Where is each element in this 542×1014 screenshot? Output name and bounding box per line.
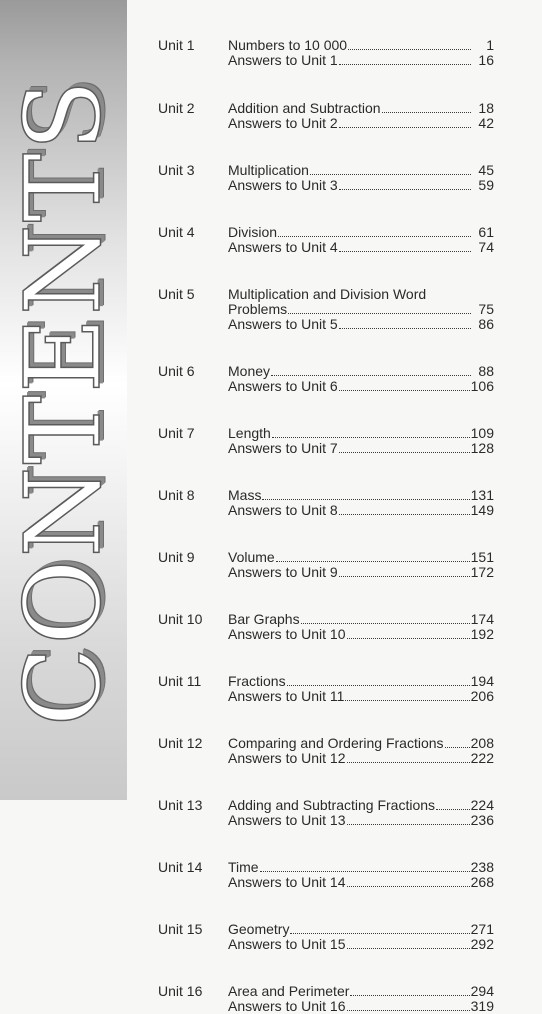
- entry-page-number: 128: [470, 440, 494, 456]
- toc-entry: [228, 736, 494, 751]
- entry-page-number: 238: [470, 859, 494, 875]
- toc-entry: [228, 317, 494, 332]
- dot-leader: [271, 364, 471, 376]
- unit-label: Unit 13: [158, 797, 203, 813]
- toc-entry: [228, 860, 494, 875]
- toc-entry: [228, 163, 494, 178]
- toc-entry: [228, 751, 494, 766]
- dot-leader: [347, 937, 470, 949]
- entry-title: Answers to Unit 16: [228, 998, 346, 1014]
- entry-page-number: 45: [478, 162, 494, 178]
- entry-page-number: 42: [478, 115, 494, 131]
- toc-entry: [228, 379, 494, 394]
- unit-label: Unit 14: [158, 859, 203, 875]
- toc-unit: [158, 426, 494, 456]
- entry-page-number: 131: [470, 487, 494, 503]
- toc-entry: [228, 53, 494, 68]
- entry-title: Answers to Unit 11: [228, 688, 345, 704]
- toc-unit: [158, 860, 494, 890]
- toc-unit: [158, 612, 494, 642]
- entry-page-number: 208: [470, 735, 494, 751]
- entry-page-number: 294: [470, 983, 494, 999]
- table-of-contents: [158, 38, 494, 1014]
- toc-unit: [158, 364, 494, 394]
- toc-unit: [158, 488, 494, 518]
- unit-entries: [228, 798, 494, 828]
- entry-title: Volume: [228, 549, 275, 565]
- entry-title: Answers to Unit 3: [228, 177, 338, 193]
- dot-leader: [347, 813, 470, 825]
- toc-unit: [158, 798, 494, 828]
- dot-leader: [350, 984, 469, 996]
- dot-leader: [348, 38, 471, 50]
- dot-leader: [260, 860, 470, 872]
- toc-entry: [228, 488, 494, 503]
- toc-entry: [228, 550, 494, 565]
- toc-unit: [158, 225, 494, 255]
- unit-entries: [228, 922, 494, 952]
- dot-leader: [339, 441, 470, 453]
- entry-title: Answers to Unit 9: [228, 564, 338, 580]
- entry-page-number: 16: [478, 52, 494, 68]
- dot-leader: [278, 225, 471, 237]
- entry-title: Problems: [228, 301, 288, 317]
- unit-label: Unit 9: [158, 549, 195, 565]
- toc-entry: [228, 38, 494, 53]
- entry-title: Answers to Unit 1: [228, 52, 338, 68]
- entry-page-number: 18: [478, 100, 494, 116]
- toc-entry: [228, 984, 494, 999]
- toc-entry: [228, 101, 494, 116]
- toc-entry: [228, 813, 494, 828]
- entry-page-number: 319: [470, 998, 494, 1014]
- entry-title: Multiplication and Division Word: [228, 286, 427, 302]
- entry-page-number: 1: [486, 37, 494, 53]
- dot-leader: [345, 689, 469, 701]
- entry-page-number: 206: [470, 688, 494, 704]
- toc-entry: [228, 565, 494, 580]
- entry-title: Answers to Unit 2: [228, 115, 338, 131]
- entry-page-number: 109: [470, 425, 494, 441]
- dot-leader: [310, 163, 471, 175]
- entry-title: Bar Graphs: [228, 611, 300, 627]
- toc-unit: [158, 984, 494, 1014]
- toc-unit: [158, 550, 494, 580]
- unit-entries: [228, 860, 494, 890]
- entry-title: Comparing and Ordering Fractions: [228, 735, 444, 751]
- dot-leader: [339, 503, 470, 515]
- toc-unit: [158, 287, 494, 332]
- entry-title: Numbers to 10 000: [228, 37, 348, 53]
- entry-page-number: 268: [470, 874, 494, 890]
- dot-leader: [445, 736, 470, 748]
- unit-entries: [228, 38, 494, 68]
- unit-entries: [228, 225, 494, 255]
- dot-leader: [347, 627, 470, 639]
- toc-unit: [158, 38, 494, 68]
- entry-page-number: 222: [470, 750, 494, 766]
- toc-entry: [228, 178, 494, 193]
- toc-unit: [158, 101, 494, 131]
- unit-entries: [228, 612, 494, 642]
- entry-page-number: 74: [478, 239, 494, 255]
- entry-page-number: 292: [470, 936, 494, 952]
- entry-page-number: 172: [470, 564, 494, 580]
- entry-title: Money: [228, 363, 271, 379]
- unit-entries: [228, 287, 494, 332]
- unit-entries: [228, 426, 494, 456]
- toc-entry: [228, 999, 494, 1014]
- entry-title: Answers to Unit 4: [228, 239, 338, 255]
- unit-entries: [228, 550, 494, 580]
- entry-page-number: 75: [478, 301, 494, 317]
- toc-entry: [228, 875, 494, 890]
- toc-unit: [158, 736, 494, 766]
- toc-entry: [228, 302, 494, 317]
- entry-page-number: 224: [470, 797, 494, 813]
- dot-leader: [288, 302, 471, 314]
- entry-page-number: 194: [470, 673, 494, 689]
- toc-entry: [228, 612, 494, 627]
- unit-label: Unit 8: [158, 487, 195, 503]
- toc-entry: [228, 937, 494, 952]
- entry-title: Fractions: [228, 673, 286, 689]
- toc-entry: [228, 287, 494, 302]
- toc-entry: [228, 225, 494, 240]
- unit-label: Unit 10: [158, 611, 203, 627]
- toc-unit: [158, 922, 494, 952]
- entry-title: Adding and Subtracting Fractions: [228, 797, 436, 813]
- dot-leader: [287, 674, 470, 686]
- entry-title: Answers to Unit 8: [228, 502, 338, 518]
- unit-entries: [228, 488, 494, 518]
- entry-page-number: 151: [470, 549, 494, 565]
- entry-title: Multiplication: [228, 162, 309, 178]
- entry-title: Area and Perimeter: [228, 983, 350, 999]
- toc-entry: [228, 426, 494, 441]
- dot-leader: [339, 178, 471, 190]
- toc-entry: [228, 689, 494, 704]
- unit-label: Unit 4: [158, 224, 195, 240]
- toc-entry: [228, 922, 494, 937]
- toc-entry: [228, 798, 494, 813]
- dot-leader: [347, 875, 470, 887]
- toc-unit: [158, 674, 494, 704]
- unit-label: Unit 16: [158, 983, 203, 999]
- toc-entry: [228, 116, 494, 131]
- unit-entries: [228, 101, 494, 131]
- dot-leader: [301, 612, 470, 624]
- dot-leader: [339, 53, 471, 65]
- unit-entries: [228, 163, 494, 193]
- entry-page-number: 88: [478, 363, 494, 379]
- entry-title: Answers to Unit 7: [228, 440, 338, 456]
- unit-entries: [228, 364, 494, 394]
- unit-label: Unit 3: [158, 162, 195, 178]
- toc-entry: [228, 503, 494, 518]
- entry-page-number: 61: [478, 224, 494, 240]
- unit-label: Unit 15: [158, 921, 203, 937]
- entry-title: Answers to Unit 10: [228, 626, 346, 642]
- entry-title: Answers to Unit 6: [228, 378, 338, 394]
- unit-label: Unit 7: [158, 425, 195, 441]
- toc-entry: [228, 627, 494, 642]
- unit-label: Unit 1: [158, 37, 195, 53]
- unit-entries: [228, 736, 494, 766]
- unit-label: Unit 2: [158, 100, 195, 116]
- dot-leader: [339, 116, 471, 128]
- dot-leader: [382, 101, 471, 113]
- entry-title: Answers to Unit 15: [228, 936, 346, 952]
- entry-page-number: 174: [470, 611, 494, 627]
- dot-leader: [276, 550, 470, 562]
- entry-page-number: 271: [470, 921, 494, 937]
- toc-entry: [228, 240, 494, 255]
- dot-leader: [339, 240, 471, 252]
- entry-title: Time: [228, 859, 259, 875]
- dot-leader: [339, 565, 470, 577]
- entry-title: Addition and Subtraction: [228, 100, 381, 116]
- unit-label: Unit 6: [158, 363, 195, 379]
- entry-title: Division: [228, 224, 278, 240]
- entry-title: Answers to Unit 12: [228, 750, 346, 766]
- dot-leader: [339, 317, 471, 329]
- toc-entry: [228, 441, 494, 456]
- unit-label: Unit 12: [158, 735, 203, 751]
- contents-banner: [0, 0, 127, 800]
- contents-title: CONTENTS: [2, 77, 124, 727]
- unit-entries: [228, 984, 494, 1014]
- dot-leader: [339, 379, 470, 391]
- entry-title: Geometry: [228, 921, 290, 937]
- entry-page-number: 236: [470, 812, 494, 828]
- dot-leader: [347, 999, 470, 1011]
- entry-title: Answers to Unit 5: [228, 316, 338, 332]
- entry-title: Mass: [228, 487, 262, 503]
- entry-title: Answers to Unit 14: [228, 874, 346, 890]
- entry-page-number: 149: [470, 502, 494, 518]
- toc-entry: [228, 674, 494, 689]
- unit-label: Unit 11: [158, 673, 202, 689]
- entry-page-number: 192: [470, 626, 494, 642]
- entry-title: Length: [228, 425, 271, 441]
- dot-leader: [272, 426, 470, 438]
- dot-leader: [347, 751, 470, 763]
- unit-entries: [228, 674, 494, 704]
- entry-page-number: 106: [470, 378, 494, 394]
- dot-leader: [290, 922, 469, 934]
- toc-unit: [158, 163, 494, 193]
- dot-leader: [262, 488, 469, 500]
- toc-entry: [228, 364, 494, 379]
- unit-label: Unit 5: [158, 286, 195, 302]
- entry-page-number: 86: [478, 316, 494, 332]
- entry-page-number: 59: [478, 177, 494, 193]
- entry-title: Answers to Unit 13: [228, 812, 346, 828]
